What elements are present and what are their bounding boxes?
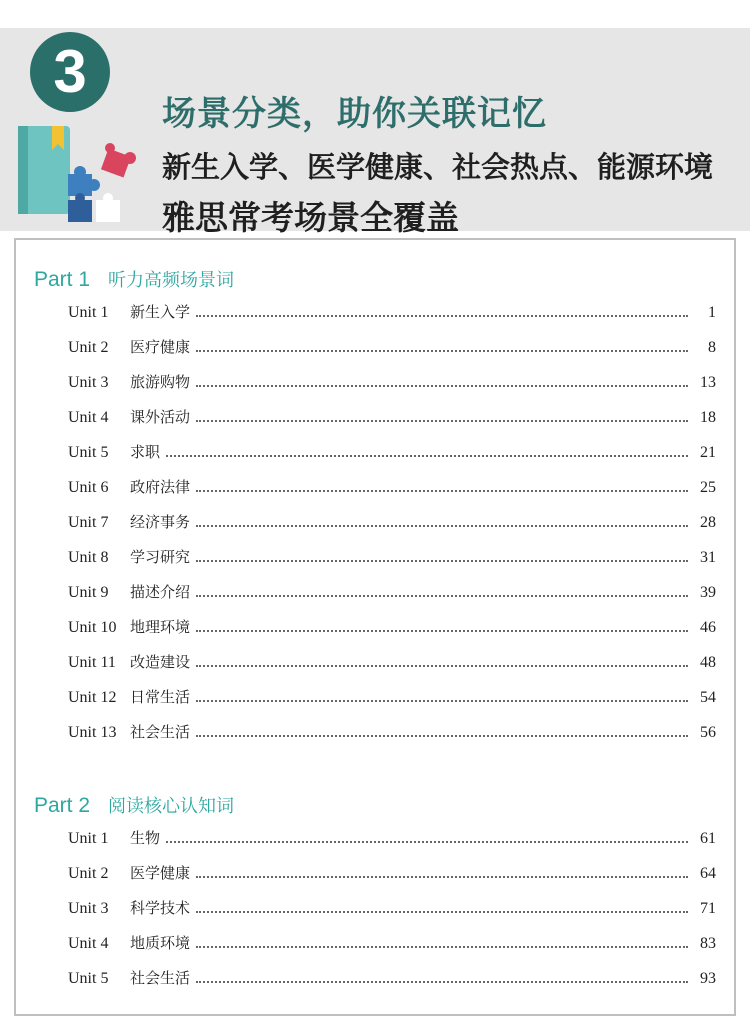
page-number: 28 — [700, 514, 716, 531]
leader-dots — [196, 735, 688, 737]
leader-dots — [196, 876, 688, 878]
leader-dots — [196, 525, 688, 527]
page-number: 71 — [700, 900, 716, 917]
page-number: 18 — [700, 409, 716, 426]
unit-title: 地质环境 — [130, 934, 191, 952]
number-badge: 3 — [30, 32, 110, 112]
leader-dots — [196, 981, 688, 983]
unit-label: Unit 1 — [68, 830, 109, 847]
leader-dots — [196, 665, 688, 667]
unit-title: 生物 — [130, 829, 161, 847]
unit-label: Unit 6 — [68, 479, 109, 496]
toc-row[interactable] — [68, 932, 716, 956]
table-of-contents — [14, 238, 736, 1016]
unit-label: Unit 11 — [68, 654, 116, 671]
unit-label: Unit 3 — [68, 900, 109, 917]
page-number: 13 — [700, 374, 716, 391]
unit-label: Unit 7 — [68, 514, 109, 531]
toc-row[interactable] — [68, 686, 716, 710]
page-number: 64 — [700, 865, 716, 882]
puzzle-pieces-icon — [68, 143, 136, 222]
unit-title: 经济事务 — [130, 513, 191, 531]
leader-dots — [196, 595, 688, 597]
toc-row[interactable] — [68, 967, 716, 991]
leader-dots — [196, 700, 688, 702]
unit-title: 社会生活 — [130, 723, 191, 741]
unit-title: 改造建设 — [130, 653, 191, 671]
page-number: 1 — [708, 304, 716, 321]
banner-subline: 新生入学、医学健康、社会热点、能源环境 — [162, 150, 714, 184]
unit-label: Unit 4 — [68, 935, 109, 952]
unit-title: 日常生活 — [130, 688, 191, 706]
unit-title: 描述介绍 — [130, 583, 191, 601]
unit-label: Unit 4 — [68, 409, 109, 426]
toc-row[interactable] — [68, 616, 716, 640]
page-number: 39 — [700, 584, 716, 601]
unit-title: 求职 — [130, 443, 161, 461]
unit-label: Unit 5 — [68, 444, 109, 461]
toc-row[interactable] — [68, 721, 716, 745]
page-number: 61 — [700, 830, 716, 847]
unit-label: Unit 8 — [68, 549, 109, 566]
unit-label: Unit 9 — [68, 584, 109, 601]
toc-row[interactable] — [68, 546, 716, 570]
page-number: 83 — [700, 935, 716, 952]
page-number: 93 — [700, 970, 716, 987]
toc-row[interactable] — [68, 336, 716, 360]
toc-row[interactable] — [68, 897, 716, 921]
part-number: Part 1 — [34, 268, 91, 291]
unit-label: Unit 1 — [68, 304, 109, 321]
part-2-title — [34, 792, 234, 818]
banner-headline: 场景分类，助你关联记忆 — [162, 94, 547, 134]
unit-title: 新生入学 — [130, 303, 191, 321]
part-number: Part 2 — [34, 794, 91, 817]
page-number: 8 — [708, 339, 716, 356]
leader-dots — [166, 841, 688, 843]
page-number: 46 — [700, 619, 716, 636]
page-number: 21 — [700, 444, 716, 461]
unit-label: Unit 5 — [68, 970, 109, 987]
leader-dots — [196, 560, 688, 562]
toc-row[interactable] — [68, 371, 716, 395]
page-number: 31 — [700, 549, 716, 566]
toc-row[interactable] — [68, 301, 716, 325]
banner-subline-2: 雅思常考场景全覆盖 — [162, 198, 459, 237]
unit-label: Unit 2 — [68, 339, 109, 356]
leader-dots — [196, 315, 688, 317]
unit-title: 旅游购物 — [130, 373, 191, 391]
unit-label: Unit 2 — [68, 865, 109, 882]
page-number: 25 — [700, 479, 716, 496]
leader-dots — [196, 490, 688, 492]
unit-label: Unit 13 — [68, 724, 117, 741]
toc-row[interactable] — [68, 862, 716, 886]
unit-title: 科学技术 — [130, 899, 191, 917]
page-number: 56 — [700, 724, 716, 741]
toc-row[interactable] — [68, 476, 716, 500]
leader-dots — [196, 350, 688, 352]
unit-title: 社会生活 — [130, 969, 191, 987]
leader-dots — [196, 385, 688, 387]
part-1-title — [34, 266, 234, 292]
leader-dots — [196, 911, 688, 913]
unit-title: 医学健康 — [130, 864, 191, 882]
leader-dots — [196, 420, 688, 422]
page-number: 54 — [700, 689, 716, 706]
page-number: 48 — [700, 654, 716, 671]
toc-row[interactable] — [68, 406, 716, 430]
header-banner — [0, 28, 750, 237]
unit-title: 地理环境 — [130, 618, 191, 636]
unit-title: 课外活动 — [130, 408, 191, 426]
part-name: 阅读核心认知词 — [108, 796, 235, 817]
unit-label: Unit 12 — [68, 689, 117, 706]
unit-label: Unit 10 — [68, 619, 117, 636]
unit-title: 医疗健康 — [130, 338, 191, 356]
leader-dots — [166, 455, 688, 457]
part-name: 听力高频场景词 — [108, 270, 235, 291]
toc-row[interactable] — [68, 581, 716, 605]
unit-label: Unit 3 — [68, 374, 109, 391]
unit-title: 政府法律 — [130, 478, 191, 496]
toc-row[interactable] — [68, 511, 716, 535]
toc-row[interactable] — [68, 827, 716, 851]
toc-row[interactable] — [68, 441, 716, 465]
leader-dots — [196, 946, 688, 948]
leader-dots — [196, 630, 688, 632]
unit-title: 学习研究 — [130, 548, 191, 566]
book-puzzle-icon — [10, 126, 145, 231]
toc-row[interactable] — [68, 651, 716, 675]
